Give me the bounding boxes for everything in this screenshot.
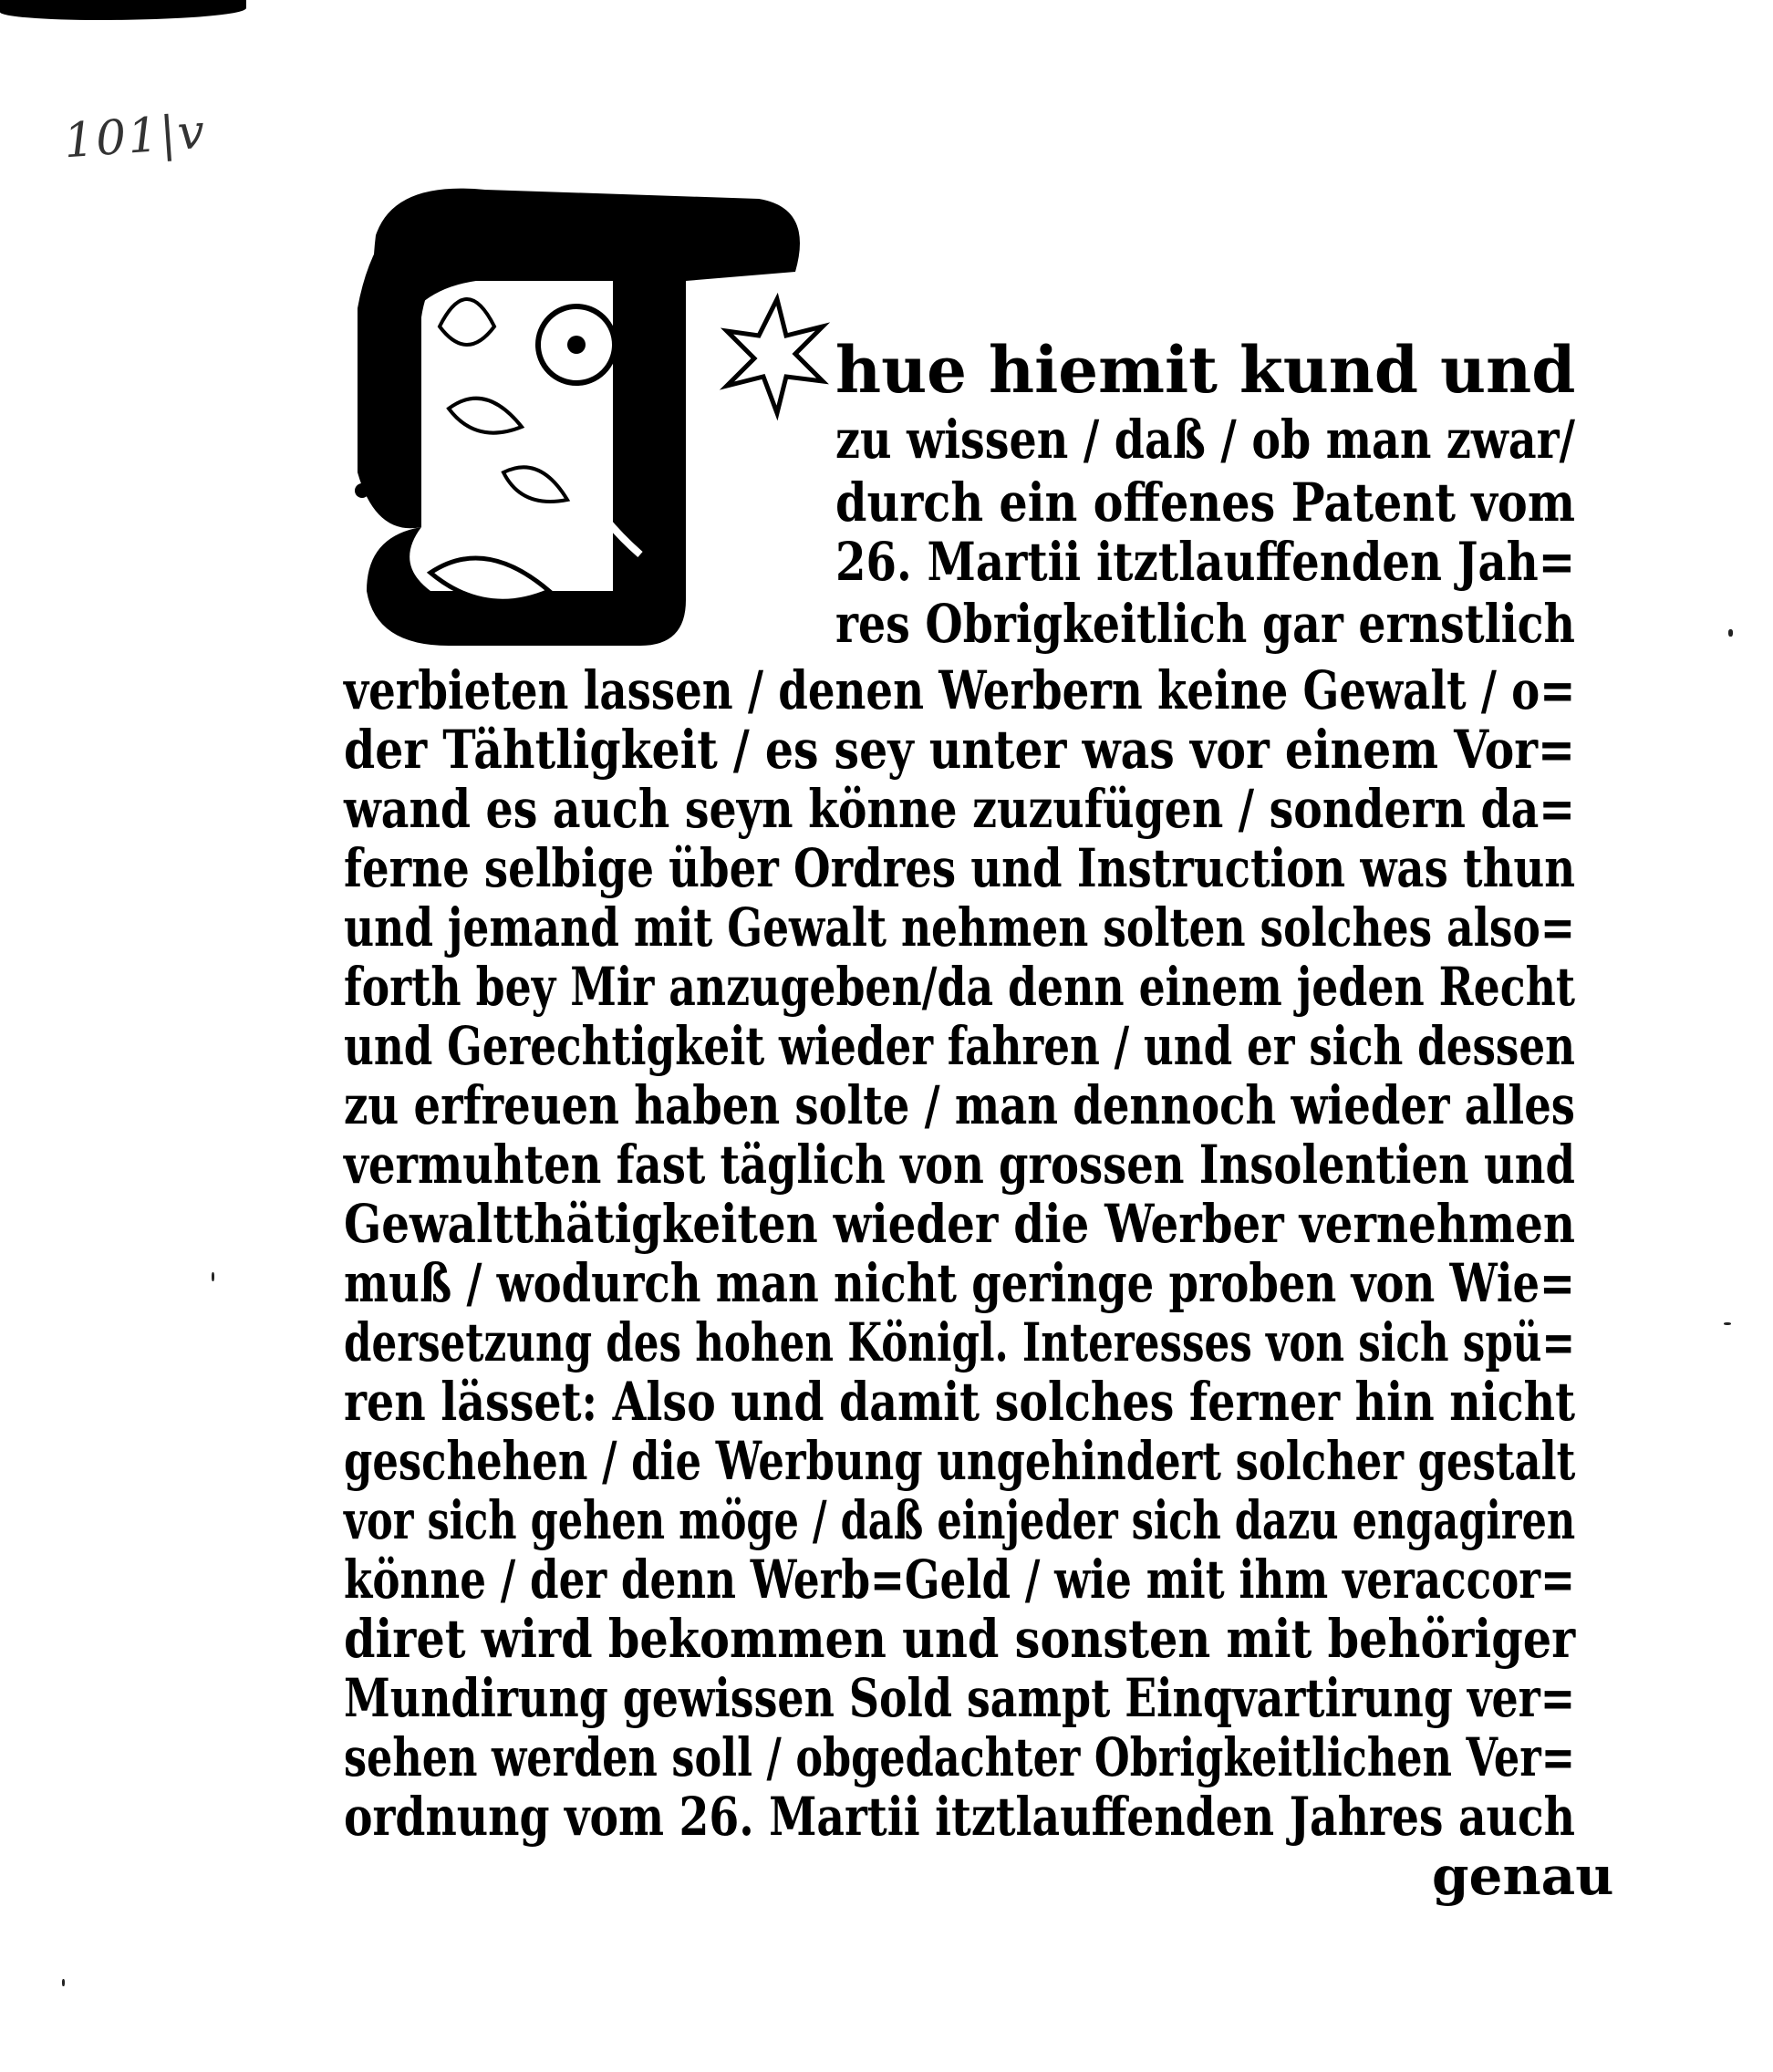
text-line: vermuhten fast täglich von grossen Insolentien und <box>344 1134 1575 1196</box>
text-line: 26. Martii itztlauffenden Jah= <box>835 531 1576 593</box>
text-line: vor sich gehen möge / daß einjeder sich dazu engagiren <box>344 1489 1576 1551</box>
text-line: der Tähtligkeit / es sey unter was vor einem Vor= <box>344 719 1575 781</box>
scan-ink-blot <box>0 0 246 20</box>
text-line: durch ein offenes Patent vom <box>835 471 1575 534</box>
scan-speck <box>1728 629 1733 637</box>
text-line: und jemand mit Gewalt nehmen solten solches also= <box>344 896 1575 958</box>
handwritten-folio-note: 101|v <box>62 104 209 170</box>
text-line: hue hiemit kund und <box>835 332 1576 408</box>
text-line: geschehen / die Werbung ungehindert solcher gestalt <box>344 1430 1576 1492</box>
text-line: ferne selbige über Ordres und Instruction was thun <box>344 837 1576 899</box>
text-line: res Obrigkeitlich gar ernstlich <box>835 593 1575 655</box>
text-line: könne / der denn Werb=Geld / wie mit ihm veraccor= <box>344 1549 1575 1611</box>
scan-speck <box>1724 1322 1731 1325</box>
text-line: diret wird bekommen und sonsten mit behöriger <box>344 1608 1576 1670</box>
scan-speck <box>212 1272 214 1281</box>
text-line: Gewaltthätigkeiten wieder die Werber vernehmen <box>344 1193 1575 1255</box>
text-line: zu erfreuen haben solte / man dennoch wieder alles <box>344 1074 1575 1136</box>
text-line: Mundirung gewissen Sold sampt Einqvartirung ver= <box>344 1667 1576 1729</box>
text-line: wand es auch seyn könne zuzufügen / sondern da= <box>344 778 1575 840</box>
decorated-initial-letter <box>339 171 846 664</box>
text-line: verbieten lassen / denen Werbern keine Gewalt / o= <box>344 659 1576 721</box>
text-line-catchword: genau <box>1432 1845 1614 1907</box>
text-line: ordnung vom 26. Martii itztlauffenden Jahres auch <box>344 1786 1576 1848</box>
text-line: sehen werden soll / obgedachter Obrigkeitlichen Ver= <box>344 1726 1575 1788</box>
text-line: dersetzung des hohen Königl. Interesses von sich spü= <box>344 1311 1575 1373</box>
text-line: ren lässet: Also und damit solches ferner hin nicht <box>344 1371 1576 1433</box>
text-line: und Gerechtigkeit wieder fahren / und er sich dessen <box>344 1015 1575 1077</box>
text-line: muß / wodurch man nicht geringe proben von Wie= <box>344 1252 1575 1314</box>
text-line: zu wissen / daß / ob man zwar/ <box>835 409 1575 471</box>
text-line: forth bey Mir anzugeben/da denn einem jeden Recht <box>344 956 1575 1018</box>
scan-speck <box>62 1979 65 1986</box>
